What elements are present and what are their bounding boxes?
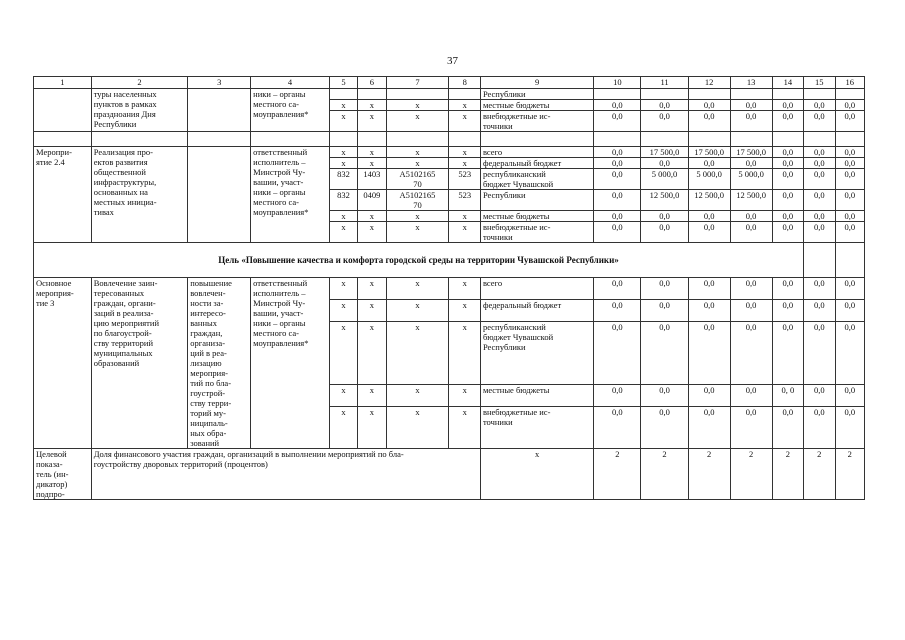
code-cell: x <box>386 406 449 448</box>
code-cell: x <box>329 322 357 384</box>
target-article-cell: А5102165 70 <box>386 190 449 211</box>
empty-cell <box>358 132 386 147</box>
executor-cell: ответственный исполнитель – Минстрой Чу- вашии, участ- ники – органы местного са- моуправления* <box>251 147 330 243</box>
column-header: 12 <box>688 77 730 89</box>
amount-cell: 0,0 <box>804 322 835 384</box>
amount-cell: 0,0 <box>594 300 641 322</box>
amount-cell: 17 500,0 <box>730 147 772 158</box>
measure-2-4-block <box>34 147 865 243</box>
amount-cell: 0,0 <box>730 158 772 169</box>
result-cell <box>188 89 251 132</box>
amount-cell: 0,0 <box>730 322 772 384</box>
amount-cell: 0,0 <box>772 147 803 158</box>
funding-source-cell: местные бюджеты <box>480 211 593 222</box>
funding-source-cell: внебюджетные ис- точники <box>480 222 593 243</box>
amount-cell: 0,0 <box>772 406 803 448</box>
amount-cell: 0,0 <box>804 111 835 132</box>
amount-cell <box>804 89 835 100</box>
code-cell: x <box>329 300 357 322</box>
amount-cell: 0,0 <box>804 158 835 169</box>
column-header: 1 <box>34 77 92 89</box>
code-cell: x <box>358 111 386 132</box>
target-indicator-block <box>34 449 865 500</box>
amount-cell: 0,0 <box>594 100 641 111</box>
amount-cell: 0,0 <box>594 169 641 190</box>
amount-cell: 0,0 <box>730 406 772 448</box>
code-cell: x <box>449 111 480 132</box>
spacer-row <box>34 132 865 147</box>
funding-source-cell: Республики <box>480 89 593 100</box>
section-code-cell: x <box>358 222 386 243</box>
empty-cell <box>480 132 593 147</box>
expense-type-cell: x <box>449 158 480 169</box>
code-cell: x <box>449 322 480 384</box>
funding-source-cell: местные бюджеты <box>480 384 593 406</box>
column-header: 10 <box>594 77 641 89</box>
amount-cell: 12 500,0 <box>688 190 730 211</box>
measure-name-cell: Вовлечение заин- тересованных граждан, органи- заций в реализа- цию мероприятий по благоустрой- ству территорий муниципальных образований <box>91 278 188 449</box>
code-cell: x <box>329 384 357 406</box>
amount-cell: 0,0 <box>804 169 835 190</box>
page-number: 37 <box>447 55 458 67</box>
amount-cell: 0,0 <box>730 111 772 132</box>
target-article-cell: x <box>386 158 449 169</box>
measure-name-cell: туры населенных пунктов в рамках праздноания Дня Республики <box>91 89 188 132</box>
indicator-value-cell: 2 <box>641 449 688 500</box>
empty-cell <box>251 132 330 147</box>
amount-cell: 0,0 <box>835 147 864 158</box>
amount-cell: 0,0 <box>641 300 688 322</box>
main-measure-3-block <box>34 278 865 449</box>
amount-cell <box>688 89 730 100</box>
empty-cell <box>772 132 803 147</box>
column-header: 4 <box>251 77 330 89</box>
column-header: 14 <box>772 77 803 89</box>
amount-cell: 0,0 <box>688 322 730 384</box>
amount-cell: 0,0 <box>772 111 803 132</box>
amount-cell: 0,0 <box>688 211 730 222</box>
amount-cell: 0,0 <box>804 147 835 158</box>
amount-cell: 0,0 <box>772 211 803 222</box>
amount-cell: 0,0 <box>594 211 641 222</box>
amount-cell: 0,0 <box>594 222 641 243</box>
amount-cell: 0,0 <box>641 322 688 384</box>
amount-cell: 0,0 <box>594 322 641 384</box>
amount-cell: 0,0 <box>688 300 730 322</box>
amount-cell: 0,0 <box>594 278 641 300</box>
table-row <box>34 449 865 500</box>
amount-cell: 0,0 <box>804 300 835 322</box>
funding-source-cell: Республики <box>480 190 593 211</box>
amount-cell: 0,0 <box>641 111 688 132</box>
amount-cell: 0,0 <box>688 222 730 243</box>
funding-source-cell: местные бюджеты <box>480 100 593 111</box>
code-cell: x <box>386 278 449 300</box>
empty-cell <box>188 132 251 147</box>
amount-cell: 0,0 <box>730 278 772 300</box>
program-table <box>33 76 865 500</box>
amount-cell: 12 500,0 <box>641 190 688 211</box>
column-header: 8 <box>449 77 480 89</box>
amount-cell: 0,0 <box>688 158 730 169</box>
indicator-value-cell: 2 <box>594 449 641 500</box>
target-article-cell: А5102165 70 <box>386 169 449 190</box>
amount-cell: 0,0 <box>641 222 688 243</box>
code-cell: x <box>386 100 449 111</box>
amount-cell: 0,0 <box>772 158 803 169</box>
indicator-text-cell: Доля финансового участия граждан, организаций в выполнении мероприятий по бла- гоустройству дворовых территорий (процентов) <box>91 449 480 500</box>
amount-cell: 17 500,0 <box>641 147 688 158</box>
amount-cell: 0,0 <box>730 100 772 111</box>
amount-cell: 0,0 <box>688 100 730 111</box>
indicator-value-cell: 2 <box>835 449 864 500</box>
amount-cell: 0,0 <box>835 190 864 211</box>
executor-cell: ответственный исполнитель – Минстрой Чу- вашии, участ- ники – органы местного са- моуправления* <box>251 278 330 449</box>
amount-cell: 0,0 <box>835 406 864 448</box>
grbs-code-cell: x <box>329 211 357 222</box>
column-header: 9 <box>480 77 593 89</box>
empty-cell <box>91 132 188 147</box>
funding-source-cell: внебюджетные ис- точники <box>480 406 593 448</box>
code-cell <box>449 89 480 100</box>
column-header: 7 <box>386 77 449 89</box>
amount-cell: 0,0 <box>835 278 864 300</box>
amount-cell: 0, 0 <box>772 384 803 406</box>
amount-cell: 0,0 <box>730 300 772 322</box>
empty-cell <box>449 132 480 147</box>
amount-cell: 5 000,0 <box>688 169 730 190</box>
indicator-value-cell: 2 <box>688 449 730 500</box>
amount-cell: 0,0 <box>641 384 688 406</box>
code-cell: x <box>329 111 357 132</box>
amount-cell: 0,0 <box>772 322 803 384</box>
amount-cell: 0,0 <box>594 158 641 169</box>
section-code-cell: x <box>358 147 386 158</box>
section-code-cell: x <box>358 211 386 222</box>
amount-cell: 0,0 <box>594 147 641 158</box>
target-article-cell: x <box>386 147 449 158</box>
empty-cell <box>34 132 92 147</box>
result-cell: повышение вовлечен- ности за- интересо- ванных граждан, организа- ций в реа- лизацию мероприя- тий по бла- гоустрой- ству терри- торий му- ниципаль- ных обра- зований <box>188 278 251 449</box>
amount-cell: 0,0 <box>594 406 641 448</box>
amount-cell: 0,0 <box>730 384 772 406</box>
column-header-row <box>34 77 865 89</box>
amount-cell: 0,0 <box>730 222 772 243</box>
amount-cell: 0,0 <box>835 211 864 222</box>
code-cell: x <box>449 100 480 111</box>
measure-number-cell: Меропри- ятие 2.4 <box>34 147 92 243</box>
amount-cell: 17 500,0 <box>688 147 730 158</box>
column-header: 5 <box>329 77 357 89</box>
amount-cell <box>641 89 688 100</box>
amount-cell: 12 500,0 <box>730 190 772 211</box>
code-cell: x <box>358 384 386 406</box>
amount-cell: 0,0 <box>804 406 835 448</box>
amount-cell: 0,0 <box>835 111 864 132</box>
code-cell: x <box>329 406 357 448</box>
funding-source-cell: республиканский бюджет Чувашской Республики <box>480 322 593 384</box>
code-cell: x <box>386 111 449 132</box>
empty-cell <box>730 132 772 147</box>
indicator-value-cell: 2 <box>772 449 803 500</box>
amount-cell: 0,0 <box>641 158 688 169</box>
code-cell: x <box>329 100 357 111</box>
empty-cell <box>835 132 864 147</box>
indicator-source-cell: x <box>480 449 593 500</box>
measure-name-cell: Реализация про- ектов развития общественной инфраструктуры, основанных на местных инициа- тивах <box>91 147 188 243</box>
funding-source-cell: республиканский бюджет Чувашской <box>480 169 593 190</box>
code-cell: x <box>449 384 480 406</box>
code-cell: x <box>449 278 480 300</box>
funding-source-cell: внебюджетные ис- точники <box>480 111 593 132</box>
code-cell: x <box>358 100 386 111</box>
goal-row <box>34 243 865 278</box>
amount-cell: 0,0 <box>772 169 803 190</box>
code-cell: x <box>358 300 386 322</box>
expense-type-cell: x <box>449 222 480 243</box>
code-cell <box>329 89 357 100</box>
amount-cell <box>835 89 864 100</box>
grbs-code-cell: x <box>329 222 357 243</box>
goal-title: Цель «Повышение качества и комфорта городской среды на территории Чувашской Республики» <box>34 243 804 278</box>
expense-type-cell: x <box>449 211 480 222</box>
column-header: 13 <box>730 77 772 89</box>
amount-cell: 0,0 <box>594 190 641 211</box>
amount-cell: 0,0 <box>804 100 835 111</box>
amount-cell: 0,0 <box>835 222 864 243</box>
amount-cell <box>772 89 803 100</box>
amount-cell: 0,0 <box>804 384 835 406</box>
amount-cell: 0,0 <box>835 169 864 190</box>
amount-cell: 0,0 <box>772 278 803 300</box>
amount-cell <box>730 89 772 100</box>
indicator-label-cell: Целевой показа- тель (ин- дикатор) подпро- <box>34 449 92 500</box>
funding-source-cell: федеральный бюджет <box>480 300 593 322</box>
indicator-value-cell: 2 <box>804 449 835 500</box>
amount-cell: 0,0 <box>804 211 835 222</box>
table-row <box>34 147 865 158</box>
amount-cell: 0,0 <box>730 211 772 222</box>
code-cell: x <box>386 384 449 406</box>
amount-cell: 0,0 <box>641 406 688 448</box>
amount-cell: 0,0 <box>772 190 803 211</box>
expense-type-cell: x <box>449 147 480 158</box>
amount-cell: 0,0 <box>641 100 688 111</box>
code-cell: x <box>449 300 480 322</box>
target-article-cell: x <box>386 211 449 222</box>
continuation-block <box>34 89 865 147</box>
amount-cell: 0,0 <box>594 111 641 132</box>
amount-cell: 5 000,0 <box>641 169 688 190</box>
section-code-cell: 0409 <box>358 190 386 211</box>
section-code-cell: x <box>358 158 386 169</box>
amount-cell: 0,0 <box>688 384 730 406</box>
empty-cell <box>386 132 449 147</box>
amount-cell: 0,0 <box>804 278 835 300</box>
column-header: 6 <box>358 77 386 89</box>
column-header: 11 <box>641 77 688 89</box>
code-cell: x <box>358 406 386 448</box>
code-cell: x <box>386 322 449 384</box>
amount-cell: 0,0 <box>804 222 835 243</box>
grbs-code-cell: 832 <box>329 169 357 190</box>
column-header: 2 <box>91 77 188 89</box>
grbs-code-cell: 832 <box>329 190 357 211</box>
column-header: 3 <box>188 77 251 89</box>
measure-cell <box>34 89 92 132</box>
amount-cell: 0,0 <box>835 384 864 406</box>
amount-cell: 0,0 <box>688 406 730 448</box>
empty-cell <box>641 132 688 147</box>
code-cell: x <box>358 278 386 300</box>
grbs-code-cell: x <box>329 147 357 158</box>
code-cell <box>386 89 449 100</box>
code-cell: x <box>358 322 386 384</box>
amount-cell: 0,0 <box>772 300 803 322</box>
amount-cell: 0,0 <box>641 278 688 300</box>
amount-cell: 0,0 <box>688 111 730 132</box>
grbs-code-cell: x <box>329 158 357 169</box>
target-article-cell: x <box>386 222 449 243</box>
amount-cell: 0,0 <box>594 384 641 406</box>
code-cell: x <box>449 406 480 448</box>
amount-cell: 0,0 <box>835 100 864 111</box>
expense-type-cell: 523 <box>449 169 480 190</box>
code-cell <box>358 89 386 100</box>
amount-cell: 5 000,0 <box>730 169 772 190</box>
column-header: 15 <box>804 77 835 89</box>
measure-number-cell: Основное мероприя- тие 3 <box>34 278 92 449</box>
funding-source-cell: всего <box>480 278 593 300</box>
amount-cell: 0,0 <box>835 322 864 384</box>
table-row <box>34 89 865 100</box>
amount-cell: 0,0 <box>804 190 835 211</box>
expense-type-cell: 523 <box>449 190 480 211</box>
indicator-value-cell: 2 <box>730 449 772 500</box>
amount-cell <box>594 89 641 100</box>
result-cell <box>188 147 251 243</box>
section-code-cell: 1403 <box>358 169 386 190</box>
column-header: 16 <box>835 77 864 89</box>
amount-cell: 0,0 <box>835 158 864 169</box>
amount-cell: 0,0 <box>641 211 688 222</box>
table-row <box>34 278 865 300</box>
code-cell: x <box>386 300 449 322</box>
empty-cell <box>804 132 835 147</box>
amount-cell: 0,0 <box>772 100 803 111</box>
amount-cell: 0,0 <box>772 222 803 243</box>
funding-source-cell: федеральный бюджет <box>480 158 593 169</box>
funding-source-cell: всего <box>480 147 593 158</box>
code-cell: x <box>329 278 357 300</box>
empty-cell <box>688 132 730 147</box>
amount-cell: 0,0 <box>688 278 730 300</box>
empty-cell <box>329 132 357 147</box>
amount-cell: 0,0 <box>835 300 864 322</box>
empty-cell <box>594 132 641 147</box>
executor-cell: ники – органы местного са- моуправления* <box>251 89 330 132</box>
